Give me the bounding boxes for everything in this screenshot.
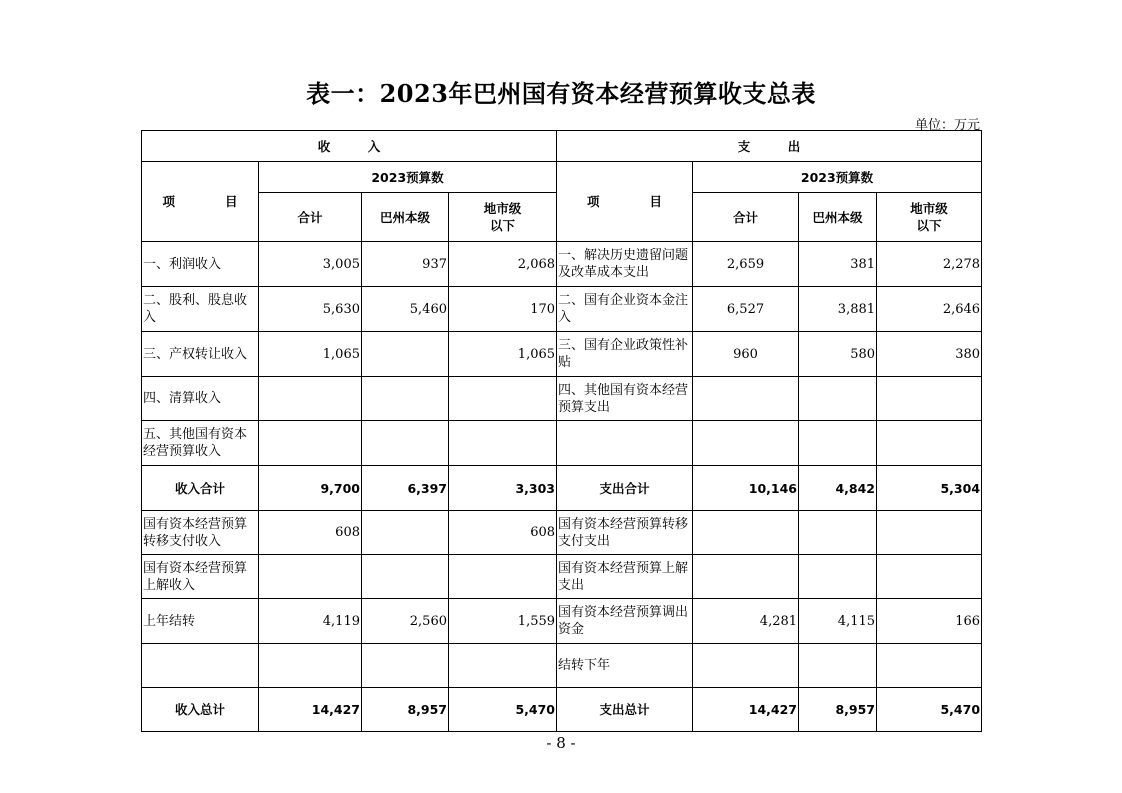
income-bazhou xyxy=(362,555,449,599)
income-header: 收 入 xyxy=(142,131,557,162)
income-total: 4,119 xyxy=(259,599,362,644)
income-local: 2,068 xyxy=(449,242,557,287)
expense-local-header xyxy=(877,193,982,242)
expense-bazhou xyxy=(799,644,877,688)
expense-bazhou xyxy=(799,421,877,466)
expense-item: 结转下年 xyxy=(557,644,693,688)
expense-local-header-line2: 以下 xyxy=(916,218,942,233)
income-bazhou: 937 xyxy=(362,242,449,287)
page-title: 表一：2023年巴州国有资本经营预算收支总表 xyxy=(306,79,816,108)
income-local-header xyxy=(449,193,557,242)
expense-budget-group-header: 2023预算数 xyxy=(693,162,982,193)
expense-local: 5,470 xyxy=(877,688,982,732)
expense-local xyxy=(877,377,982,421)
expense-total xyxy=(693,421,799,466)
expense-total: 4,281 xyxy=(693,599,799,644)
grand-total-row xyxy=(142,688,982,732)
income-bazhou: 5,460 xyxy=(362,287,449,332)
expense-local xyxy=(877,555,982,599)
expense-local-header-line1: 地市级 xyxy=(910,201,948,216)
expense-bazhou: 8,957 xyxy=(799,688,877,732)
expense-item: 国有资本经营预算上解支出 xyxy=(557,555,693,599)
income-bazhou: 6,397 xyxy=(362,466,449,511)
expense-item: 国有资本经营预算调出资金 xyxy=(557,599,693,644)
income-local: 3,303 xyxy=(449,466,557,511)
expense-bazhou: 3,881 xyxy=(799,287,877,332)
expense-total: 6,527 xyxy=(693,287,799,332)
income-bazhou xyxy=(362,511,449,555)
expense-subtotal-label: 支出合计 xyxy=(557,466,693,511)
expense-item: 二、国有企业资本金注入 xyxy=(557,287,693,332)
income-budget-group-header: 2023预算数 xyxy=(259,162,557,193)
expense-local: 5,304 xyxy=(877,466,982,511)
table-row xyxy=(142,555,982,599)
income-item: 二、股利、股息收入 xyxy=(142,287,259,332)
income-total: 9,700 xyxy=(259,466,362,511)
table-row xyxy=(142,332,982,377)
table-row xyxy=(142,377,982,421)
expense-item xyxy=(557,421,693,466)
expense-local: 2,646 xyxy=(877,287,982,332)
income-local xyxy=(449,644,557,688)
income-total: 5,630 xyxy=(259,287,362,332)
income-local: 170 xyxy=(449,287,557,332)
income-total: 14,427 xyxy=(259,688,362,732)
income-total xyxy=(259,377,362,421)
income-bazhou: 8,957 xyxy=(362,688,449,732)
expense-item: 一、解决历史遗留问题及改革成本支出 xyxy=(557,242,693,287)
income-local: 5,470 xyxy=(449,688,557,732)
expense-bazhou: 4,842 xyxy=(799,466,877,511)
income-total: 608 xyxy=(259,511,362,555)
expense-bazhou xyxy=(799,377,877,421)
income-total-header: 合计 xyxy=(259,193,362,242)
income-grand-total-label: 收入总计 xyxy=(142,688,259,732)
expense-bazhou xyxy=(799,555,877,599)
income-total xyxy=(259,421,362,466)
income-total xyxy=(259,555,362,599)
income-item: 一、利润收入 xyxy=(142,242,259,287)
expense-local: 380 xyxy=(877,332,982,377)
expense-total xyxy=(693,644,799,688)
income-total: 1,065 xyxy=(259,332,362,377)
income-total xyxy=(259,644,362,688)
income-item-header: 项 目 xyxy=(142,162,259,242)
income-local: 1,065 xyxy=(449,332,557,377)
income-local: 608 xyxy=(449,511,557,555)
expense-local xyxy=(877,421,982,466)
table-row xyxy=(142,287,982,332)
income-local xyxy=(449,377,557,421)
table-row xyxy=(142,599,982,644)
expense-local: 2,278 xyxy=(877,242,982,287)
income-bazhou xyxy=(362,377,449,421)
expense-bazhou: 580 xyxy=(799,332,877,377)
expense-bazhou: 4,115 xyxy=(799,599,877,644)
expense-local xyxy=(877,511,982,555)
income-item: 国有资本经营预算转移支付收入 xyxy=(142,511,259,555)
income-local-header-line1: 地市级 xyxy=(483,201,522,216)
income-subtotal-label: 收入合计 xyxy=(142,466,259,511)
income-item: 四、清算收入 xyxy=(142,377,259,421)
income-local-header-line2: 以下 xyxy=(490,218,516,233)
expense-header: 支 出 xyxy=(557,131,982,162)
income-bazhou xyxy=(362,644,449,688)
expense-total: 14,427 xyxy=(693,688,799,732)
table-row xyxy=(142,644,982,688)
expense-local: 166 xyxy=(877,599,982,644)
page-number: - 8 - xyxy=(546,734,576,752)
expense-total: 2,659 xyxy=(693,242,799,287)
expense-item: 四、其他国有资本经营预算支出 xyxy=(557,377,693,421)
income-item: 国有资本经营预算上解收入 xyxy=(142,555,259,599)
income-item xyxy=(142,644,259,688)
table-row xyxy=(142,242,982,287)
income-item: 上年结转 xyxy=(142,599,259,644)
income-bazhou xyxy=(362,421,449,466)
income-bazhou xyxy=(362,332,449,377)
income-bazhou-header: 巴州本级 xyxy=(362,193,449,242)
expense-total xyxy=(693,377,799,421)
expense-item: 国有资本经营预算转移支付支出 xyxy=(557,511,693,555)
expense-total: 10,146 xyxy=(693,466,799,511)
expense-total-header: 合计 xyxy=(693,193,799,242)
expense-total xyxy=(693,511,799,555)
expense-local xyxy=(877,644,982,688)
income-item: 五、其他国有资本经营预算收入 xyxy=(142,421,259,466)
budget-table xyxy=(141,130,982,732)
expense-item: 三、国有企业政策性补贴 xyxy=(557,332,693,377)
header-row-2 xyxy=(142,162,982,193)
expense-total xyxy=(693,555,799,599)
expense-bazhou: 381 xyxy=(799,242,877,287)
expense-total: 960 xyxy=(693,332,799,377)
expense-grand-total-label: 支出总计 xyxy=(557,688,693,732)
income-local: 1,559 xyxy=(449,599,557,644)
expense-item-header: 项 目 xyxy=(557,162,693,242)
expense-bazhou xyxy=(799,511,877,555)
subtotal-row xyxy=(142,466,982,511)
expense-bazhou-header: 巴州本级 xyxy=(799,193,877,242)
unit-label: 单位：万元 xyxy=(914,118,980,133)
income-item: 三、产权转让收入 xyxy=(142,332,259,377)
income-local xyxy=(449,555,557,599)
table-row xyxy=(142,511,982,555)
income-total: 3,005 xyxy=(259,242,362,287)
header-row-1 xyxy=(142,131,982,162)
income-local xyxy=(449,421,557,466)
income-bazhou: 2,560 xyxy=(362,599,449,644)
table-row xyxy=(142,421,982,466)
